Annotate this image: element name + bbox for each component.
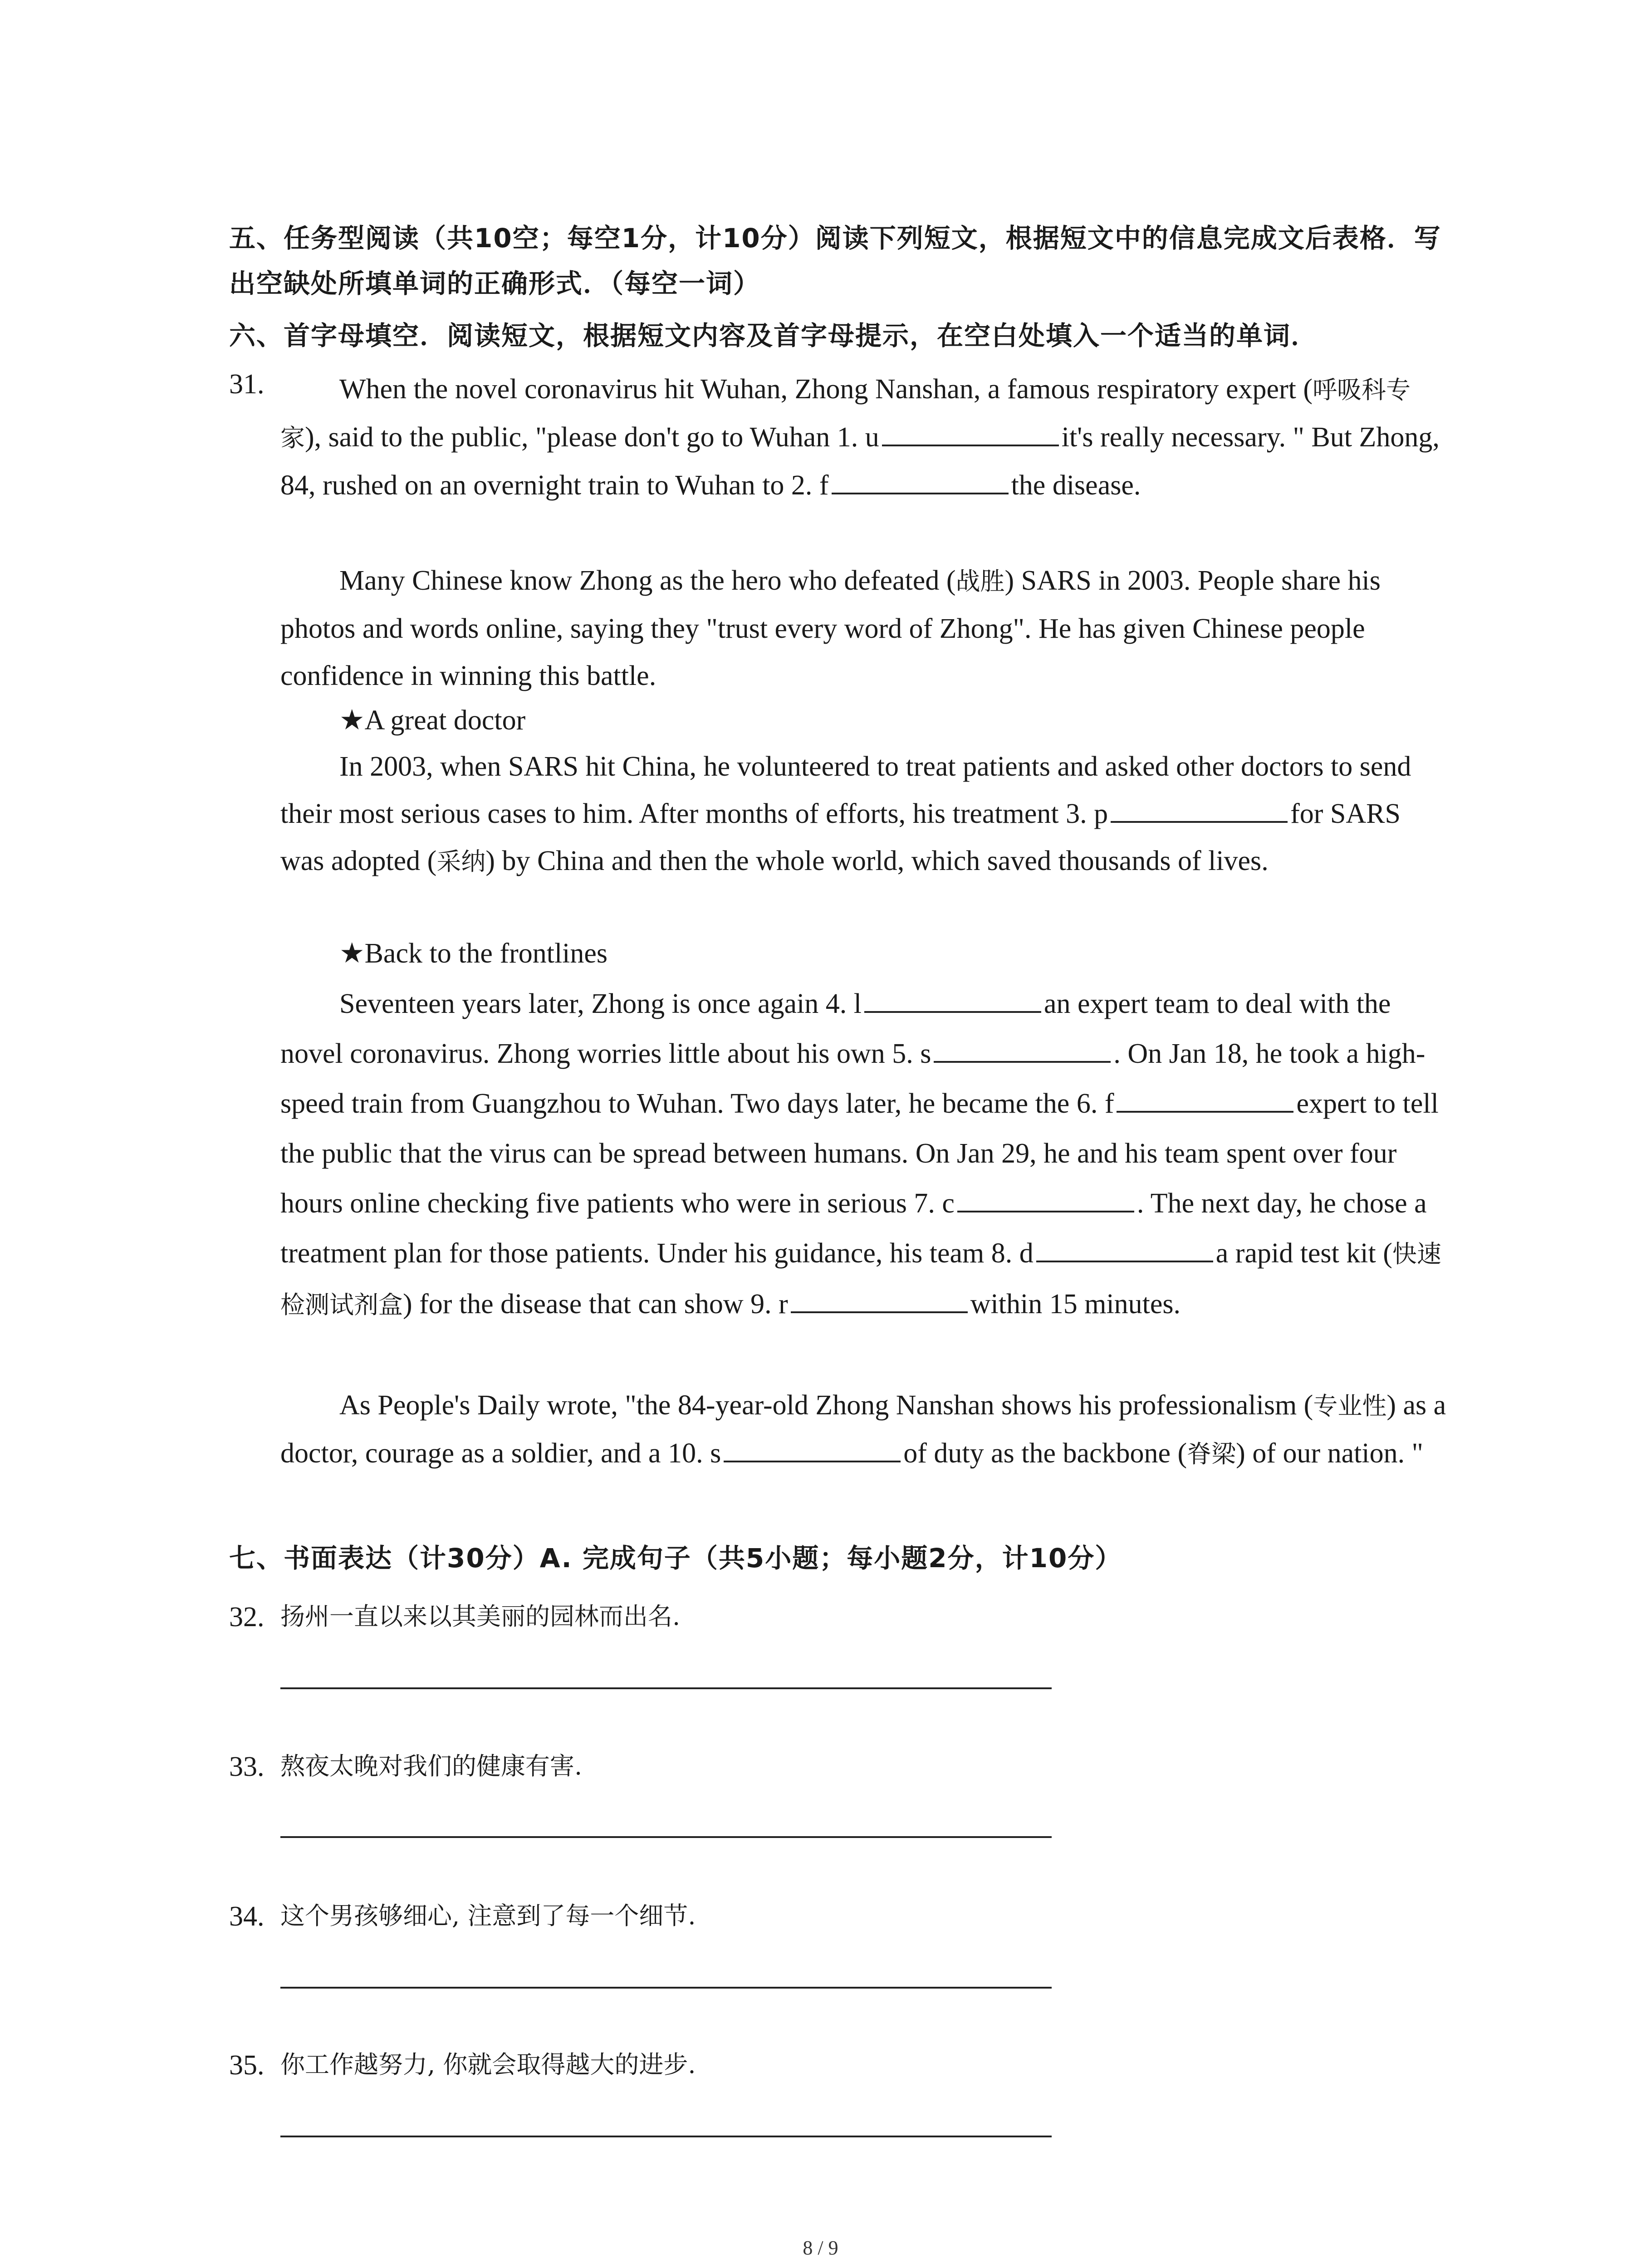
question-34-prompt: 这个男孩够细心, 注意到了每一个细节. <box>280 1901 696 1930</box>
subheading-frontlines: ★Back to the frontlines <box>339 938 608 969</box>
answer-line-32[interactable] <box>280 1687 1052 1689</box>
blank-9[interactable] <box>791 1285 968 1313</box>
passage-paragraph-4: Seventeen years later, Zhong is once again 4. l an expert team to deal with the novel coronavirus. Zhong worries little about his own 5. s . On Jan 18, he took a high-speed train from Guangzhou to Wuhan. Two days later, he became the 6. f expert to tell the public that the virus can be spread between humans. On Jan 29, he and his team spent over four hours online checking five patients who were in serious 7. c . The next day, he chose a treatment plan for those patients. Under his guidance, his team 8. d a rapid test kit (快速检测试剂盒) for the disease that can show 9. r within 15 minutes. <box>280 979 1451 1330</box>
blank-5[interactable] <box>934 1035 1111 1063</box>
blank-8[interactable] <box>1036 1234 1213 1262</box>
question-32-number: 32. <box>229 1602 265 1633</box>
question-35-prompt: 你工作越努力, 你就会取得越大的进步. <box>280 2050 696 2079</box>
question-34-number: 34. <box>229 1901 265 1932</box>
answer-line-35[interactable] <box>280 2136 1052 2137</box>
subheading-great-doctor: ★A great doctor <box>339 705 526 736</box>
passage-paragraph-2: Many Chinese know Zhong as the hero who defeated (战胜) SARS in 2003. People share his photos and words online, saying they "trust every word of Zhong". He has given Chinese people confidence in winning this battle. <box>280 565 1381 691</box>
passage-paragraph-1: When the novel coronavirus hit Wuhan, Zhong Nanshan, a famous respiratory expert (呼吸科专家), said to the public, "please don't go to Wuhan 1. u it's really necessary. " But Zhong, 84, rushed on an overnight train to Wuhan to 2. f the disease. <box>280 374 1440 501</box>
page-number: 8 / 9 <box>803 2237 838 2259</box>
passage-paragraph-3: In 2003, when SARS hit China, he volunteered to treat patients and asked other doctors to send their most serious cases to him. After months of efforts, his treatment 3. p for SARS was adopted (采纳) by China and then the whole world, which saved thousands of lives. <box>280 751 1411 876</box>
passage-paragraph-5: As People's Daily wrote, "the 84-year-old Zhong Nanshan shows his professionalism (专业性) as a doctor, courage as a soldier, and a 10. s of duty as the backbone (脊梁) of our nation. " <box>280 1390 1446 1469</box>
blank-4[interactable] <box>864 985 1041 1013</box>
blank-3[interactable] <box>1111 795 1288 823</box>
question-33-prompt: 熬夜太晚对我们的健康有害. <box>280 1752 583 1780</box>
blank-10[interactable] <box>724 1434 901 1462</box>
question-33-number: 33. <box>229 1751 265 1782</box>
blank-7[interactable] <box>957 1184 1134 1212</box>
blank-1[interactable] <box>882 418 1059 446</box>
answer-line-33[interactable] <box>280 1836 1052 1838</box>
blank-2[interactable] <box>832 466 1009 494</box>
blank-6[interactable] <box>1117 1085 1293 1113</box>
section6-heading: 六、首字母填空．阅读短文，根据短文内容及首字母提示，在空白处填入一个适当的单词． <box>229 320 1318 351</box>
question-35-number: 35. <box>229 2050 265 2081</box>
answer-line-34[interactable] <box>280 1987 1052 1989</box>
question-31-number: 31. <box>229 369 265 400</box>
section7-heading: 七、书面表达（计30分）A. 完成句子（共5小题；每小题2分，计10分） <box>229 1543 1122 1574</box>
question-32-prompt: 扬州一直以来以其美丽的园林而出名. <box>280 1602 681 1631</box>
section5-heading: 五、任务型阅读（共10空；每空1分，计10分）阅读下列短文，根据短文中的信息完成文后表格．写出空缺处所填单词的正确形式．（每空一词） <box>229 223 1441 299</box>
